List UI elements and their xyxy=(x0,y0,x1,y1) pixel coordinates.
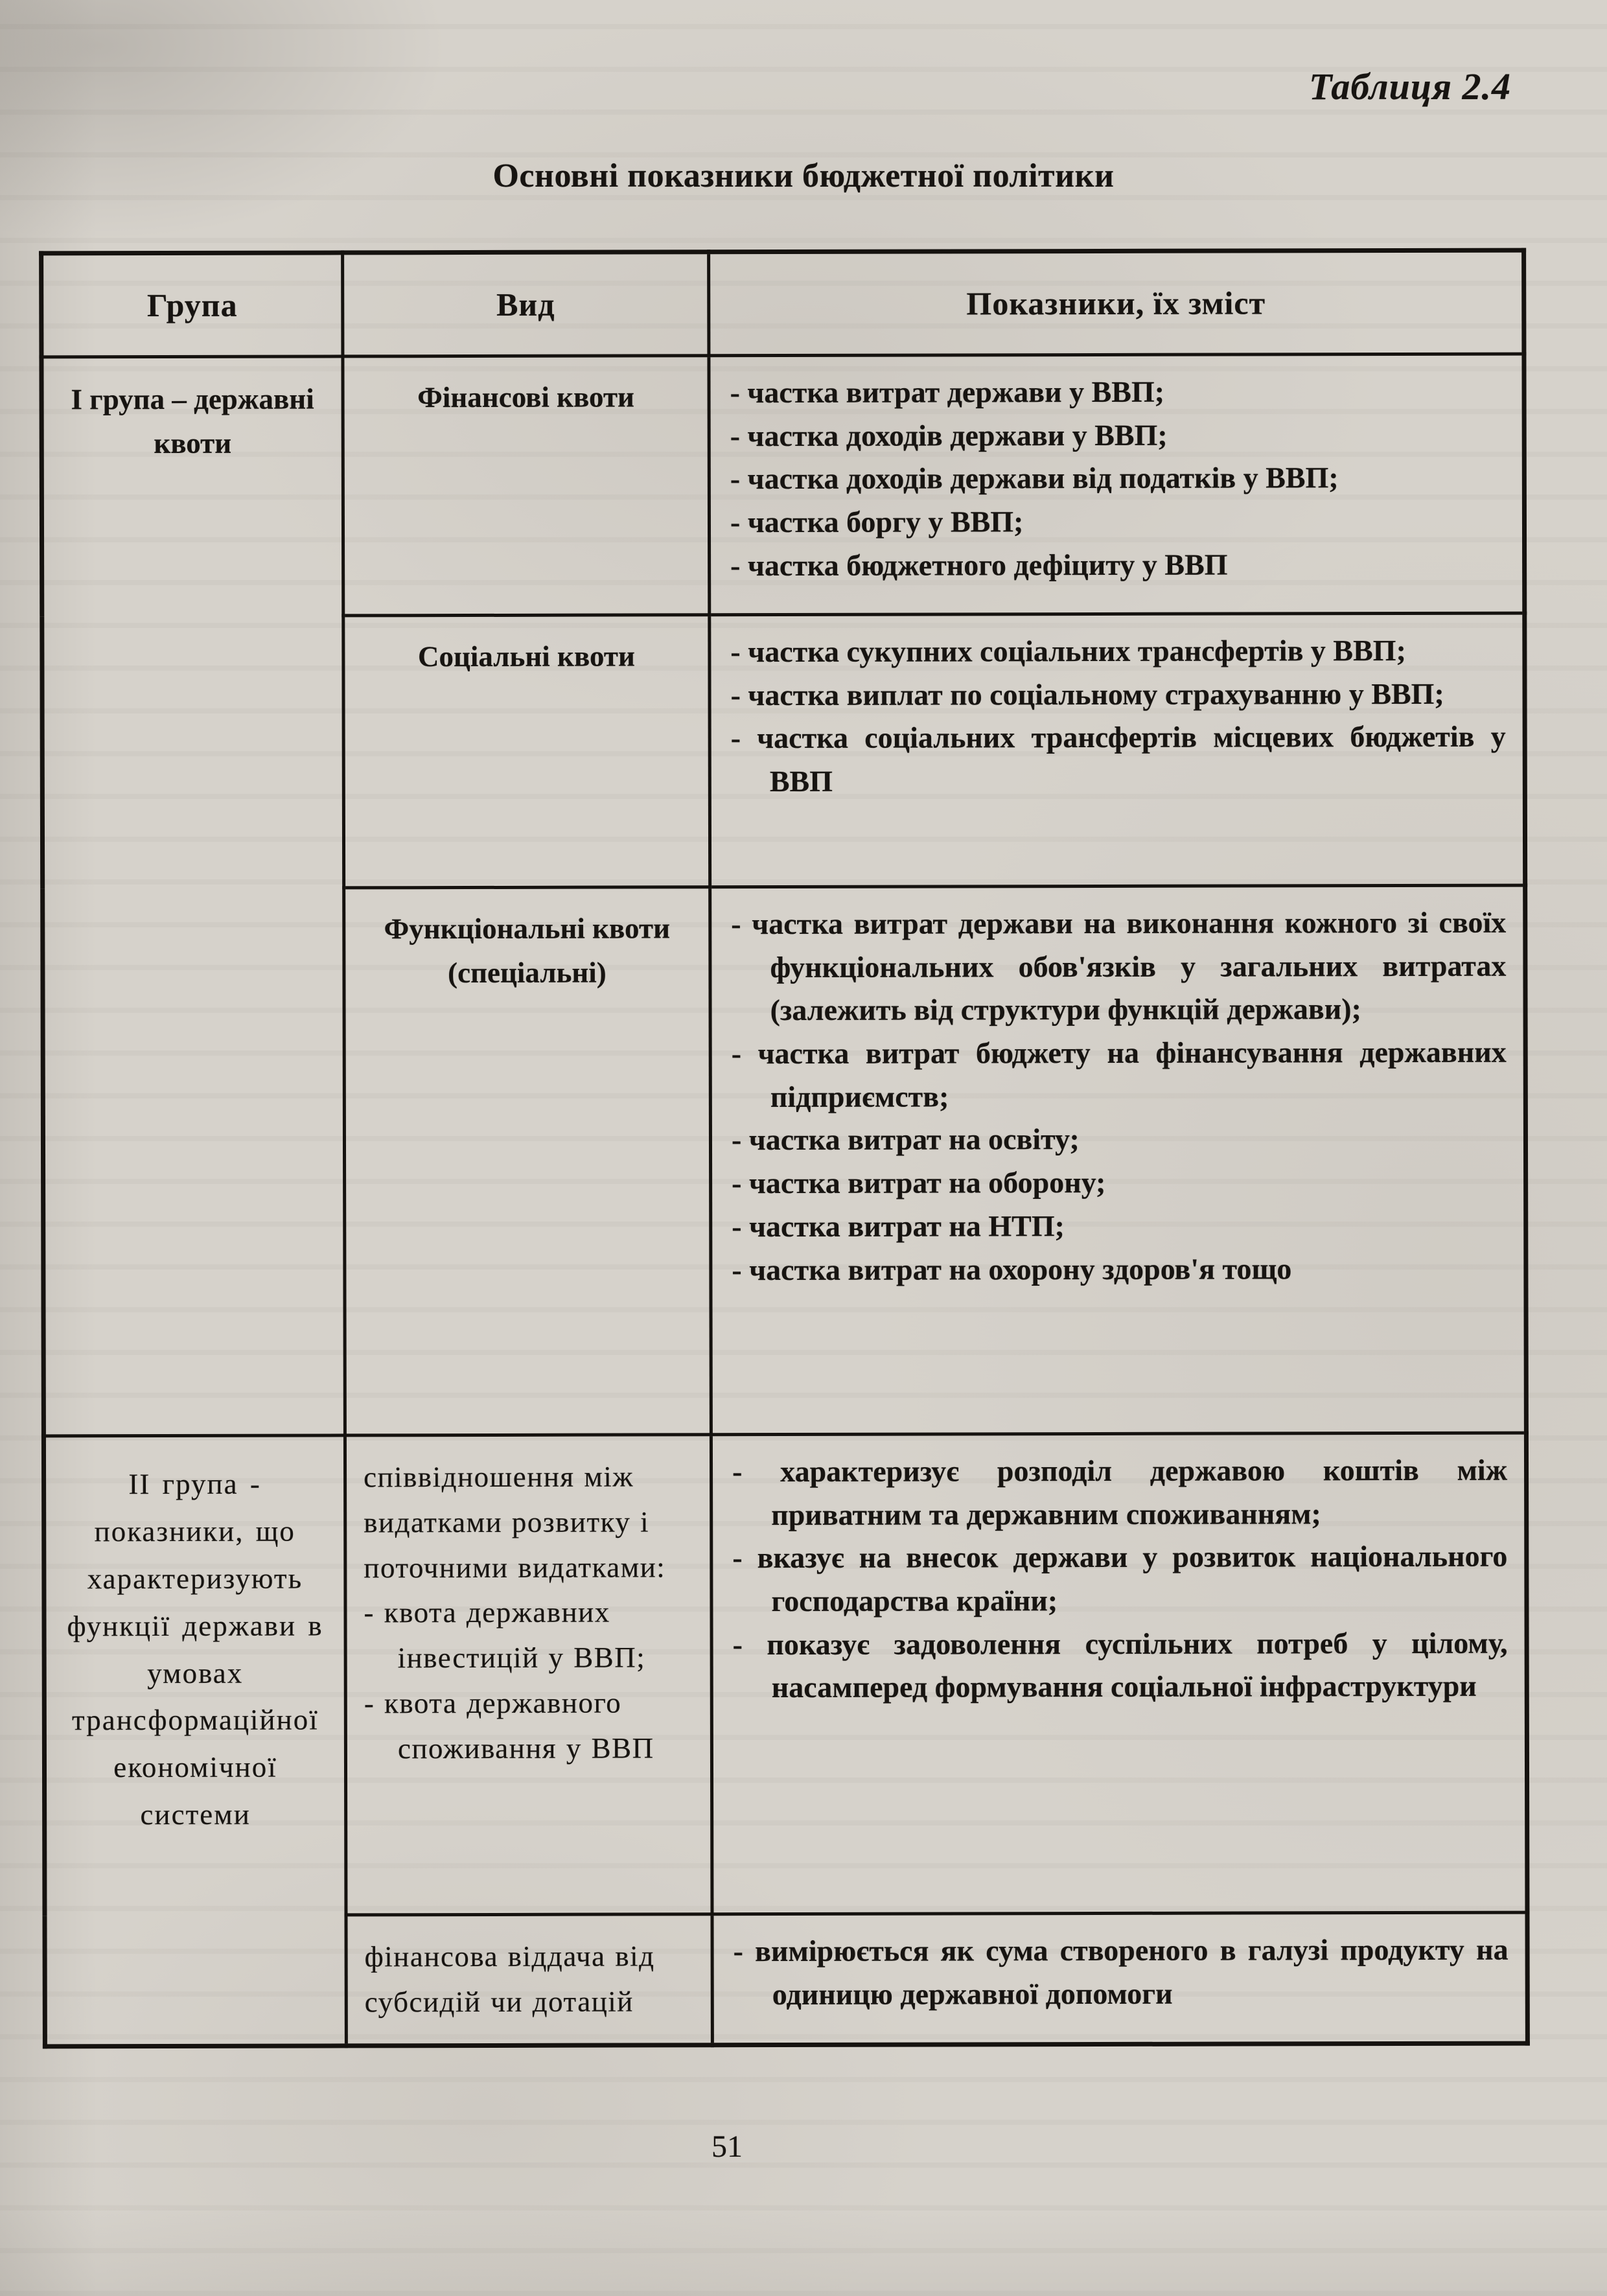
type-cell-social-quotas: Соціальні квоти xyxy=(343,615,710,888)
table-row-financial-quotas xyxy=(41,354,1525,616)
indicator-item: - частка витрат на НТП; xyxy=(732,1209,1065,1243)
indicator-item: - частка виплат по соціальному страхуванню у ВВП; xyxy=(730,677,1444,712)
column-header-group: Група xyxy=(41,253,343,357)
indicator-item: - частка боргу у ВВП; xyxy=(730,505,1024,539)
indicators-cell-social-quotas xyxy=(710,613,1525,887)
group2-label-cell: ІІ група - показники, що характеризують функції держави в умовах трансформаційної економічної системи xyxy=(43,1435,346,2046)
indicator-item: - вимірюється як сума створеного в галузі продукту на одиницю державної допомоги xyxy=(733,1932,1509,2011)
indicators-cell-financial-return xyxy=(712,1912,1527,2045)
indicators-cell-functional-quotas xyxy=(710,885,1527,1435)
indicator-item: - частка витрат на освіту; xyxy=(731,1122,1080,1157)
budget-policy-indicators-table xyxy=(39,248,1530,2048)
page-number: 51 xyxy=(711,2129,743,2164)
indicator-item: - частка витрат держави у ВВП; xyxy=(730,375,1165,410)
type-sub-item: - квота державного споживання у ВВП xyxy=(364,1686,654,1765)
type-sub-item: - квота державних інвестицій у ВВП; xyxy=(364,1595,646,1675)
table-header-row xyxy=(41,250,1524,357)
type-cell-financial-return: фінансова віддача від субсидій чи дотацій xyxy=(346,1914,712,2046)
indicators-cell-financial-quotas xyxy=(709,354,1525,615)
table-row-expenditure-ratio xyxy=(43,1433,1527,1916)
indicator-item: - вказує на внесок держави у розвиток національного господарства країни; xyxy=(732,1540,1508,1618)
column-header-type: Вид xyxy=(343,252,709,356)
type-intro-text: співвідношення між видатками розвитку і поточними видатками: xyxy=(364,1460,666,1584)
indicator-item: - частка соціальних трансфертів місцевих бюджетів у ВВП xyxy=(730,720,1506,798)
indicator-item: - частка бюджетного дефіциту у ВВП xyxy=(730,548,1228,582)
indicator-item: - показує задоволення суспільних потреб у цілому, насамперед формування соціальної інфраструктури xyxy=(732,1626,1508,1704)
group1-label-cell: І група – державні квоти xyxy=(41,356,345,1436)
type-cell-financial-quotas: Фінансові квоти xyxy=(343,356,710,616)
indicator-item: - частка доходів держави у ВВП; xyxy=(730,418,1168,452)
indicator-item: - частка витрат на охорону здоров'я тощо xyxy=(732,1251,1292,1286)
column-header-indicators: Показники, їх зміст xyxy=(709,250,1524,356)
indicators-cell-expenditure-ratio xyxy=(711,1433,1527,1914)
indicator-item: - частка сукупних соціальних трансфертів у ВВП; xyxy=(730,633,1406,669)
page-title: Основні показники бюджетної політики xyxy=(492,157,1115,194)
table-caption: Таблиця 2.4 xyxy=(1309,65,1511,108)
indicator-item: - характеризує розподіл державою коштів між приватним та державним споживанням; xyxy=(732,1453,1508,1531)
indicator-item: - частка витрат держави на виконання кожного зі своїх функціональних обов'язків у загальних витратах (залежить від структури функцій держави); xyxy=(731,905,1507,1027)
indicator-item: - частка доходів держави від податків у ВВП; xyxy=(730,461,1339,496)
type-cell-expenditure-ratio xyxy=(345,1435,712,1915)
indicator-item: - частка витрат бюджету на фінансування державних підприємств; xyxy=(731,1035,1507,1113)
indicator-item: - частка витрат на оборону; xyxy=(732,1166,1106,1200)
type-cell-functional-quotas: Функціональні квоти (спеціальні) xyxy=(344,887,711,1435)
